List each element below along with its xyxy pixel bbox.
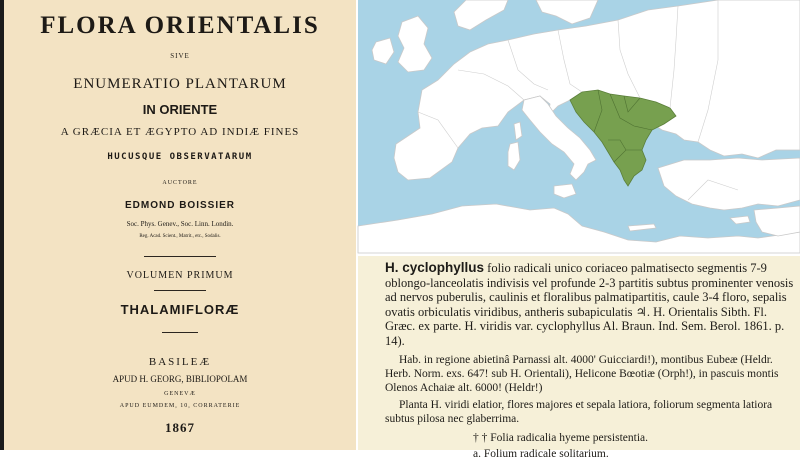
- habitat-text: Hab. in regione abietinâ Parnassi alt. 4000' Guicciardi!), montibus Eubeæ (Heldr. Herb. Norm. exs. 647! sub H. Orientali), Helicone Bœotiæ (Orph!), in pascuis montis Olenos Achaiæ alt. 6000! (Heldr!): [385, 354, 779, 394]
- author-affiliation: Soc. Phys. Genev., Soc. Linn. Londin.: [126, 220, 234, 228]
- divider-rule: [162, 332, 198, 333]
- cyprus-land: [730, 216, 750, 224]
- publisher-text: APUD H. GEORG, BIBLIOPOLAM: [112, 374, 248, 384]
- publication-city: BASILEÆ: [148, 356, 212, 368]
- publication-year: 1867: [165, 420, 195, 435]
- book-subtitle: ENUMERATIO PLANTARUM: [73, 76, 287, 92]
- description-text: folio radicali unico coriaceo palmatisecto segmentis 7-9 oblongo-lanceolatis indivisis vel profunde 2-3 partitis subtus prominenter venosis ad nervos puberulis, caulinis et floralibus palmatipartitis, caule 3-4 floro, sepalis ovatis orbiculatis viridibus, antheris subapiculatis ♃. H. Orientalis Sibth. Fl. Græc. ex parte. H. viridis var. cyclophyllus Al. Braun. Ind. Sem. Berol. 1861. p. 14).: [385, 261, 794, 348]
- anatolia-land: [658, 158, 800, 210]
- divider-rule: [144, 256, 216, 257]
- britain-land: [398, 16, 432, 72]
- volume-text: VOLUMEN PRIMUM: [126, 270, 234, 281]
- range-text: A GRÆCIA ET ÆGYPTO AD INDIÆ FINES: [60, 126, 300, 138]
- scandinavia-east-land: [536, 0, 598, 24]
- key-subheading: a. Folium radicale solitarium.: [473, 448, 609, 460]
- author-affiliation-small: Reg. Acad. Scient., Matrit., etc., Sodalis.: [139, 234, 221, 239]
- publication-city-2: GENEVÆ: [164, 391, 196, 397]
- planta-text: Planta H. viridi elatior, flores majores et sepala latiora, foliorum segmenta latiora subtus pilosa nec glaberrima.: [385, 399, 773, 425]
- levant-land: [754, 206, 800, 236]
- ireland-land: [372, 38, 394, 64]
- key-heading: † † Folia radicalia hyeme persistentia.: [473, 432, 648, 444]
- species-name: H. cyclophyllus: [385, 260, 485, 275]
- species-description: [358, 256, 800, 460]
- auctore-text: AUCTORE: [162, 180, 198, 186]
- title-page: [0, 0, 356, 450]
- europe-map-svg: [358, 0, 800, 253]
- description-main: [385, 261, 794, 348]
- corsica-land: [514, 122, 522, 140]
- crete-land: [628, 224, 656, 231]
- north-africa-land: [358, 204, 800, 253]
- publisher-address: APUD EUMDEM, 10, CORRATERIE: [119, 403, 241, 409]
- sive-text: SIVE: [170, 52, 190, 60]
- distribution-map: [358, 0, 800, 253]
- book-title: FLORA ORIENTALIS: [40, 12, 320, 39]
- part-title: THALAMIFLORÆ: [120, 302, 240, 317]
- sicily-land: [554, 184, 576, 198]
- author-name: EDMOND BOISSIER: [124, 200, 235, 211]
- sardinia-land: [508, 142, 520, 170]
- in-oriente-text: IN ORIENTE: [142, 102, 218, 117]
- divider-rule: [154, 290, 206, 291]
- hucusque-text: HUCUSQUE OBSERVATARUM: [107, 152, 253, 162]
- scandinavia-land: [454, 0, 508, 30]
